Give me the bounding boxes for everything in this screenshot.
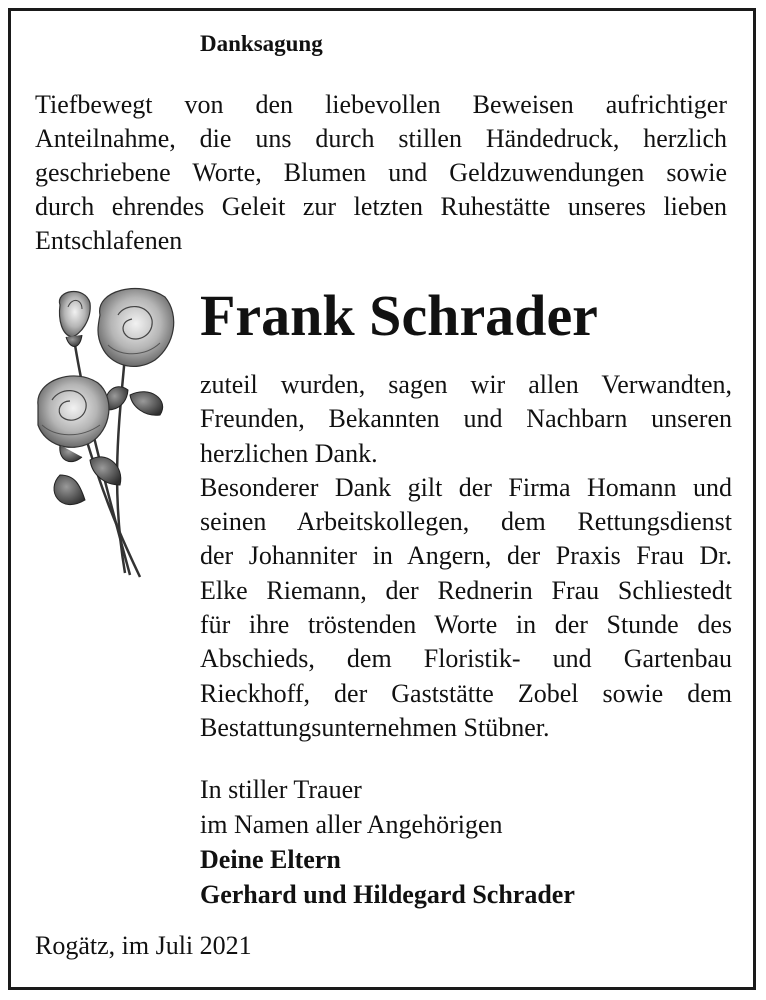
intro-line: durch ehrendes Geleit zur letzten Ruhestätte unseres lieben [35, 192, 727, 221]
body-line: Bestattungsunternehmen Stübner. [200, 712, 550, 742]
closing-line: im Namen aller Angehörigen [200, 810, 503, 839]
body-line: Besonderer Dank gilt der Firma Homann und [200, 472, 732, 502]
body-line: Abschieds, dem Floristik- und Gartenbau [200, 644, 732, 674]
intro-line: geschriebene Worte, Blumen und Geldzuwendungen sowie [35, 158, 727, 187]
body-line: der Johanniter in Angern, der Praxis Frau Dr. [200, 541, 732, 571]
intro-line: Entschlafenen [35, 226, 183, 255]
body-line: herzlichen Dank. [200, 438, 378, 468]
body-line: Freunden, Bekannten und Nachbarn unseren [200, 404, 732, 434]
closing-line: In stiller Trauer [200, 775, 362, 804]
body-line: seinen Arbeitskollegen, dem Rettungsdienst [200, 507, 732, 537]
intro-line: Anteilnahme, die uns durch stillen Händedruck, herzlich [35, 124, 727, 153]
deceased-name: Frank Schrader [200, 283, 598, 348]
signer-line: Gerhard und Hildegard Schrader [200, 880, 575, 909]
body-line: Elke Riemann, der Rednerin Frau Schliestedt [200, 575, 732, 605]
notice-heading: Danksagung [200, 31, 323, 56]
body-line: Rieckhoff, der Gaststätte Zobel sowie dem [200, 678, 732, 708]
body-line: für ihre tröstenden Worte in der Stunde des [200, 610, 732, 640]
intro-paragraph [35, 88, 727, 258]
roses-icon [30, 285, 180, 585]
thanks-paragraph [200, 368, 732, 745]
body-line: zuteil wurden, sagen wir allen Verwandten, [200, 370, 732, 399]
place-date: Rogätz, im Juli 2021 [35, 931, 252, 960]
signer-line: Deine Eltern [200, 845, 341, 874]
intro-line: Tiefbewegt von den liebevollen Beweisen aufrichtiger [35, 90, 727, 119]
closing-block [200, 772, 575, 912]
